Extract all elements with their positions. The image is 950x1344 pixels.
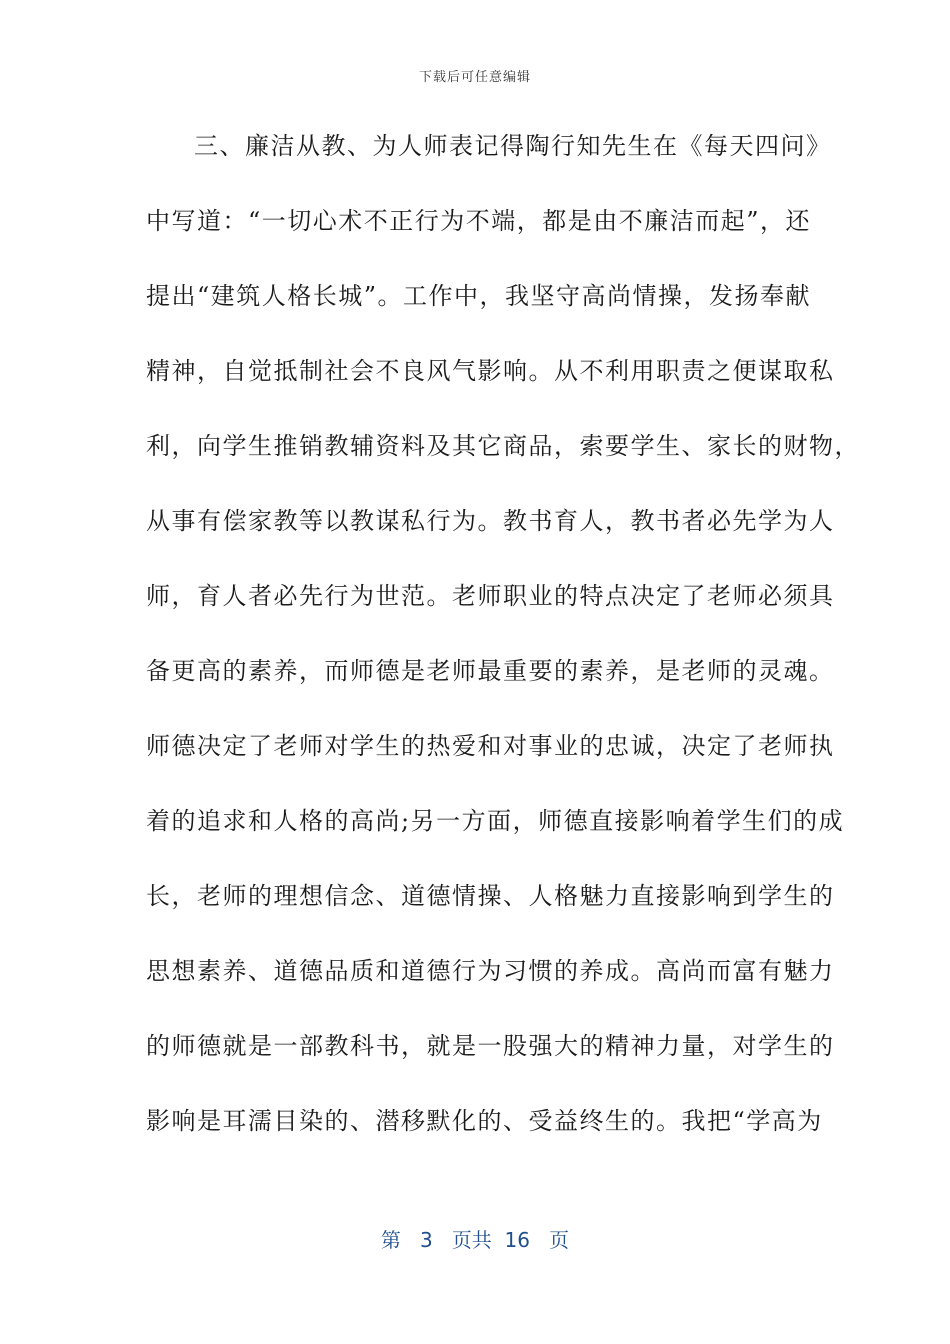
document-body xyxy=(146,124,860,1174)
paragraph-line: 三、廉洁从教、为人师表记得陶行知先生在《每天四问》 xyxy=(194,132,832,160)
page-header: 下载后可任意编辑 xyxy=(418,70,531,85)
current-page-number: 3 xyxy=(420,1228,433,1252)
paragraph-line: 影响是耳濡目染的、潜移默化的、受益终生的。我把“学高为 xyxy=(146,1107,823,1135)
paragraph-line: 备更高的素养，而师德是老师最重要的素养，是老师的灵魂。 xyxy=(146,657,835,685)
paragraph-line: 思想素养、道德品质和道德行为习惯的养成。高尚而富有魅力 xyxy=(146,957,835,985)
paragraph-line: 的师德就是一部教科书，就是一股强大的精神力量，对学生的 xyxy=(146,1032,835,1060)
paragraph-line: 从事有偿家教等以教谋私行为。教书育人，教书者必先学为人 xyxy=(146,507,835,535)
paragraph-line: 师德决定了老师对学生的热爱和对事业的忠诚，决定了老师执 xyxy=(146,732,835,760)
paragraph-line: 着的追求和人格的高尚;另一方面，师德直接影响着学生们的成 xyxy=(146,807,845,835)
paragraph-line: 精神，自觉抵制社会不良风气影响。从不利用职责之便谋取私 xyxy=(146,357,835,385)
paragraph-line: 提出“建筑人格长城”。工作中，我坚守高尚情操，发扬奉献 xyxy=(146,282,812,310)
page-label-middle: 页共 xyxy=(451,1228,492,1252)
page-label-suffix: 页 xyxy=(549,1228,570,1252)
page-footer xyxy=(0,1224,950,1253)
paragraph-line: 师，育人者必先行为世范。老师职业的特点决定了老师必须具 xyxy=(146,582,835,610)
total-pages-number: 16 xyxy=(504,1228,530,1252)
paragraph-line: 长，老师的理想信念、道德情操、人格魅力直接影响到学生的 xyxy=(146,882,835,910)
paragraph-line: 利，向学生推销教辅资料及其它商品，索要学生、家长的财物， xyxy=(146,432,860,460)
paragraph-line: 中写道：“一切心术不正行为不端，都是由不廉洁而起”，还 xyxy=(146,207,812,235)
page-label-prefix: 第 xyxy=(380,1228,401,1252)
